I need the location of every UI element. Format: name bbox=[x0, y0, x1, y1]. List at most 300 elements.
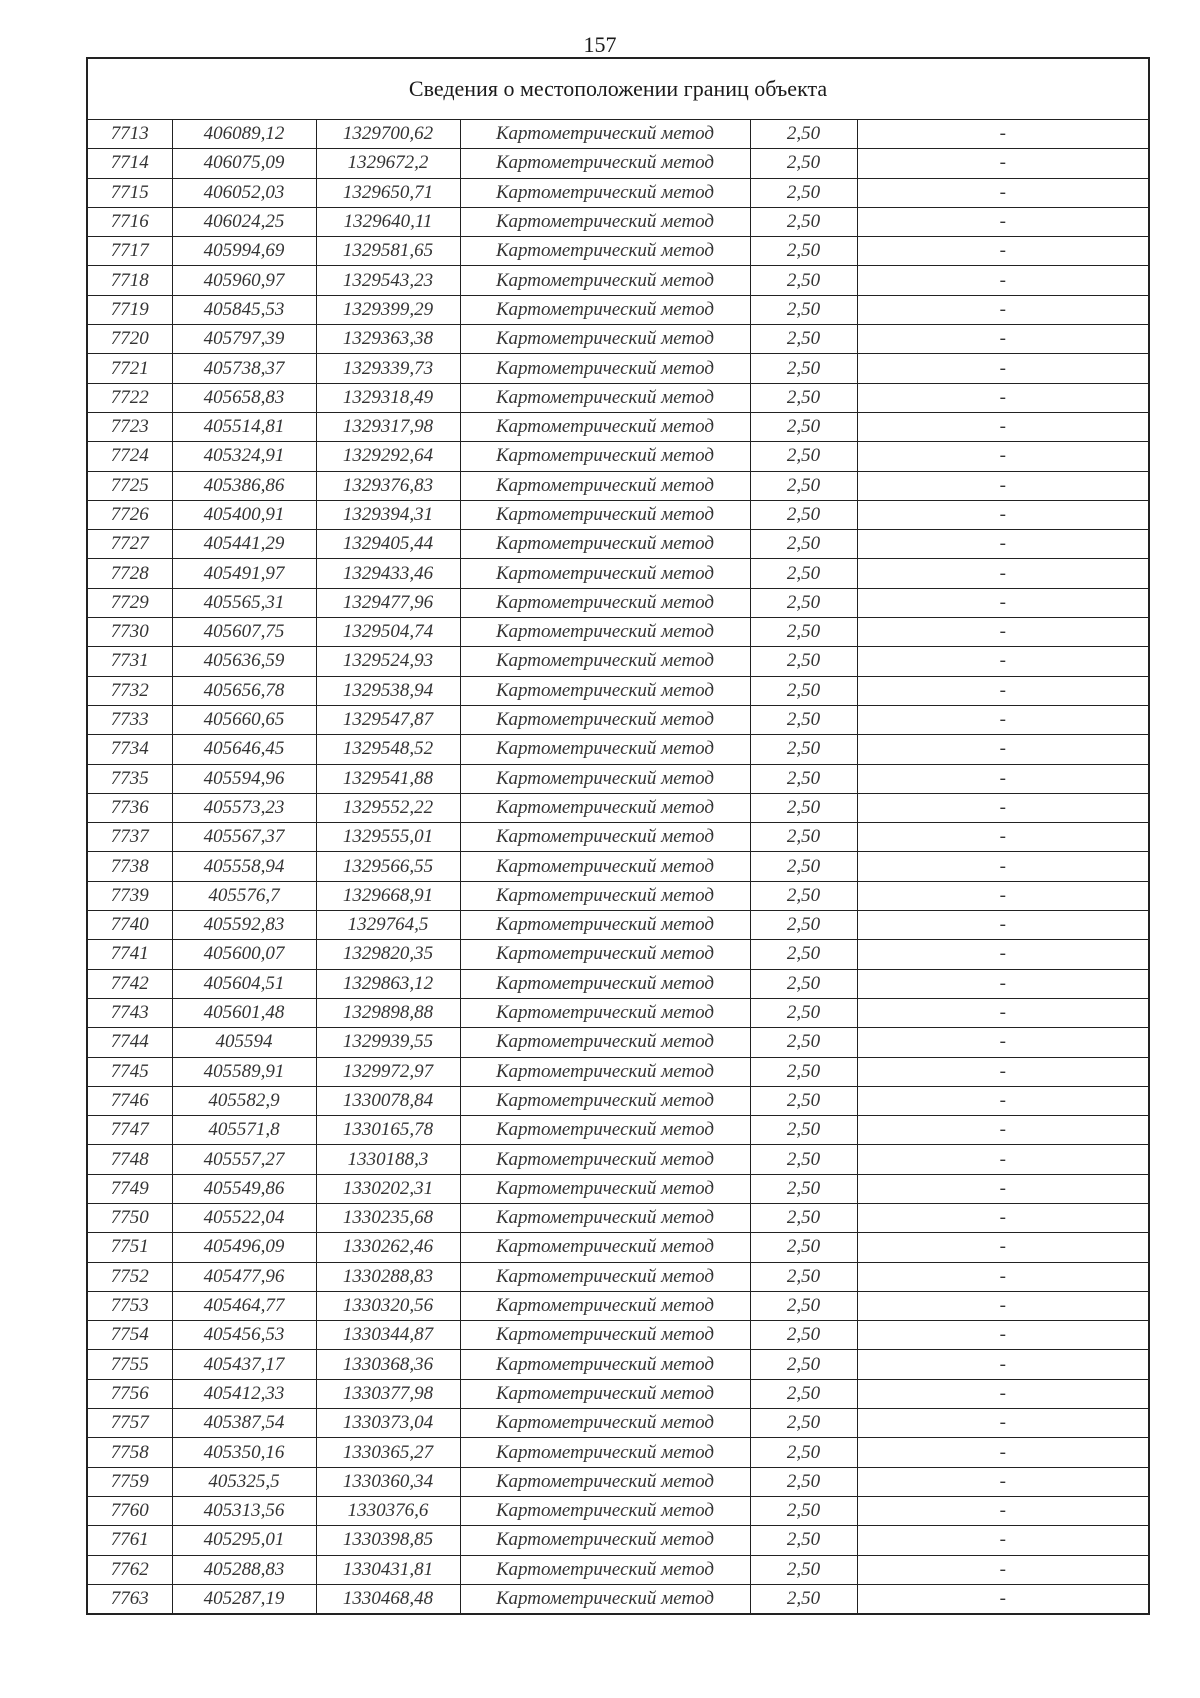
y-coordinate-cell: 1330078,84 bbox=[316, 1086, 460, 1115]
table-title: Сведения о местоположении границ объекта bbox=[87, 58, 1149, 120]
point-number-cell: 7753 bbox=[87, 1291, 172, 1320]
description-cell: - bbox=[857, 207, 1149, 236]
x-coordinate-cell: 405646,45 bbox=[172, 735, 316, 764]
description-cell: - bbox=[857, 823, 1149, 852]
y-coordinate-cell: 1329538,94 bbox=[316, 676, 460, 705]
page-number: 157 bbox=[583, 32, 617, 57]
y-coordinate-cell: 1329547,87 bbox=[316, 705, 460, 734]
point-number-cell: 7719 bbox=[87, 295, 172, 324]
table-title-row bbox=[87, 58, 1149, 120]
table-row bbox=[87, 1379, 1149, 1408]
accuracy-cell: 2,50 bbox=[750, 940, 857, 969]
accuracy-cell: 2,50 bbox=[750, 383, 857, 412]
method-cell: Картометрический метод bbox=[460, 1438, 750, 1467]
y-coordinate-cell: 1330235,68 bbox=[316, 1203, 460, 1232]
point-number-cell: 7735 bbox=[87, 764, 172, 793]
x-coordinate-cell: 405514,81 bbox=[172, 412, 316, 441]
y-coordinate-cell: 1330377,98 bbox=[316, 1379, 460, 1408]
method-cell: Картометрический метод bbox=[460, 1409, 750, 1438]
x-coordinate-cell: 405557,27 bbox=[172, 1145, 316, 1174]
accuracy-cell: 2,50 bbox=[750, 530, 857, 559]
x-coordinate-cell: 405549,86 bbox=[172, 1174, 316, 1203]
table-row bbox=[87, 1262, 1149, 1291]
y-coordinate-cell: 1329820,35 bbox=[316, 940, 460, 969]
accuracy-cell: 2,50 bbox=[750, 676, 857, 705]
x-coordinate-cell: 405456,53 bbox=[172, 1321, 316, 1350]
table-row bbox=[87, 266, 1149, 295]
point-number-cell: 7741 bbox=[87, 940, 172, 969]
x-coordinate-cell: 405660,65 bbox=[172, 705, 316, 734]
table-row bbox=[87, 1233, 1149, 1262]
point-number-cell: 7717 bbox=[87, 237, 172, 266]
x-coordinate-cell: 405589,91 bbox=[172, 1057, 316, 1086]
y-coordinate-cell: 1329939,55 bbox=[316, 1028, 460, 1057]
table-row bbox=[87, 793, 1149, 822]
method-cell: Картометрический метод bbox=[460, 412, 750, 441]
table-row bbox=[87, 237, 1149, 266]
accuracy-cell: 2,50 bbox=[750, 266, 857, 295]
method-cell: Картометрический метод bbox=[460, 940, 750, 969]
point-number-cell: 7714 bbox=[87, 149, 172, 178]
accuracy-cell: 2,50 bbox=[750, 1145, 857, 1174]
point-number-cell: 7750 bbox=[87, 1203, 172, 1232]
description-cell: - bbox=[857, 1233, 1149, 1262]
method-cell: Картометрический метод bbox=[460, 237, 750, 266]
accuracy-cell: 2,50 bbox=[750, 559, 857, 588]
description-cell: - bbox=[857, 266, 1149, 295]
table-row bbox=[87, 325, 1149, 354]
y-coordinate-cell: 1330368,36 bbox=[316, 1350, 460, 1379]
table-row bbox=[87, 1291, 1149, 1320]
point-number-cell: 7757 bbox=[87, 1409, 172, 1438]
table-row bbox=[87, 823, 1149, 852]
description-cell: - bbox=[857, 588, 1149, 617]
table-row bbox=[87, 559, 1149, 588]
point-number-cell: 7730 bbox=[87, 618, 172, 647]
x-coordinate-cell: 406075,09 bbox=[172, 149, 316, 178]
accuracy-cell: 2,50 bbox=[750, 325, 857, 354]
x-coordinate-cell: 405565,31 bbox=[172, 588, 316, 617]
description-cell: - bbox=[857, 120, 1149, 149]
method-cell: Картометрический метод bbox=[460, 1145, 750, 1174]
point-number-cell: 7755 bbox=[87, 1350, 172, 1379]
method-cell: Картометрический метод bbox=[460, 764, 750, 793]
x-coordinate-cell: 405607,75 bbox=[172, 618, 316, 647]
y-coordinate-cell: 1329541,88 bbox=[316, 764, 460, 793]
description-cell: - bbox=[857, 1555, 1149, 1584]
table-row bbox=[87, 530, 1149, 559]
description-cell: - bbox=[857, 1350, 1149, 1379]
accuracy-cell: 2,50 bbox=[750, 911, 857, 940]
y-coordinate-cell: 1330365,27 bbox=[316, 1438, 460, 1467]
method-cell: Картометрический метод bbox=[460, 1291, 750, 1320]
description-cell: - bbox=[857, 852, 1149, 881]
x-coordinate-cell: 405571,8 bbox=[172, 1116, 316, 1145]
method-cell: Картометрический метод bbox=[460, 500, 750, 529]
point-number-cell: 7763 bbox=[87, 1584, 172, 1614]
y-coordinate-cell: 1330262,46 bbox=[316, 1233, 460, 1262]
table-row bbox=[87, 1350, 1149, 1379]
y-coordinate-cell: 1329566,55 bbox=[316, 852, 460, 881]
table-row bbox=[87, 1584, 1149, 1614]
accuracy-cell: 2,50 bbox=[750, 442, 857, 471]
point-number-cell: 7728 bbox=[87, 559, 172, 588]
description-cell: - bbox=[857, 1467, 1149, 1496]
table-row bbox=[87, 412, 1149, 441]
table-row bbox=[87, 1496, 1149, 1525]
table-row bbox=[87, 881, 1149, 910]
x-coordinate-cell: 405994,69 bbox=[172, 237, 316, 266]
point-number-cell: 7724 bbox=[87, 442, 172, 471]
y-coordinate-cell: 1329863,12 bbox=[316, 969, 460, 998]
y-coordinate-cell: 1329405,44 bbox=[316, 530, 460, 559]
point-number-cell: 7746 bbox=[87, 1086, 172, 1115]
point-number-cell: 7713 bbox=[87, 120, 172, 149]
y-coordinate-cell: 1329399,29 bbox=[316, 295, 460, 324]
point-number-cell: 7756 bbox=[87, 1379, 172, 1408]
y-coordinate-cell: 1329640,11 bbox=[316, 207, 460, 236]
table-row bbox=[87, 1174, 1149, 1203]
point-number-cell: 7727 bbox=[87, 530, 172, 559]
table-row bbox=[87, 1409, 1149, 1438]
point-number-cell: 7729 bbox=[87, 588, 172, 617]
method-cell: Картометрический метод bbox=[460, 911, 750, 940]
accuracy-cell: 2,50 bbox=[750, 178, 857, 207]
method-cell: Картометрический метод bbox=[460, 1496, 750, 1525]
y-coordinate-cell: 1329764,5 bbox=[316, 911, 460, 940]
method-cell: Картометрический метод bbox=[460, 1321, 750, 1350]
method-cell: Картометрический метод bbox=[460, 1584, 750, 1614]
point-number-cell: 7760 bbox=[87, 1496, 172, 1525]
accuracy-cell: 2,50 bbox=[750, 1262, 857, 1291]
x-coordinate-cell: 405594,96 bbox=[172, 764, 316, 793]
method-cell: Картометрический метод bbox=[460, 1174, 750, 1203]
x-coordinate-cell: 405496,09 bbox=[172, 1233, 316, 1262]
table-row bbox=[87, 295, 1149, 324]
method-cell: Картометрический метод bbox=[460, 1262, 750, 1291]
x-coordinate-cell: 405567,37 bbox=[172, 823, 316, 852]
point-number-cell: 7747 bbox=[87, 1116, 172, 1145]
y-coordinate-cell: 1330320,56 bbox=[316, 1291, 460, 1320]
method-cell: Картометрический метод bbox=[460, 1379, 750, 1408]
description-cell: - bbox=[857, 1379, 1149, 1408]
method-cell: Картометрический метод bbox=[460, 676, 750, 705]
x-coordinate-cell: 405656,78 bbox=[172, 676, 316, 705]
table-row bbox=[87, 1028, 1149, 1057]
point-number-cell: 7725 bbox=[87, 471, 172, 500]
table-row bbox=[87, 764, 1149, 793]
accuracy-cell: 2,50 bbox=[750, 1174, 857, 1203]
accuracy-cell: 2,50 bbox=[750, 1291, 857, 1320]
accuracy-cell: 2,50 bbox=[750, 1086, 857, 1115]
point-number-cell: 7737 bbox=[87, 823, 172, 852]
description-cell: - bbox=[857, 383, 1149, 412]
description-cell: - bbox=[857, 1057, 1149, 1086]
method-cell: Картометрический метод bbox=[460, 1555, 750, 1584]
table-row bbox=[87, 207, 1149, 236]
description-cell: - bbox=[857, 1409, 1149, 1438]
accuracy-cell: 2,50 bbox=[750, 969, 857, 998]
description-cell: - bbox=[857, 412, 1149, 441]
description-cell: - bbox=[857, 500, 1149, 529]
y-coordinate-cell: 1329376,83 bbox=[316, 471, 460, 500]
point-number-cell: 7736 bbox=[87, 793, 172, 822]
x-coordinate-cell: 405604,51 bbox=[172, 969, 316, 998]
description-cell: - bbox=[857, 676, 1149, 705]
point-number-cell: 7715 bbox=[87, 178, 172, 207]
description-cell: - bbox=[857, 149, 1149, 178]
method-cell: Картометрический метод bbox=[460, 120, 750, 149]
x-coordinate-cell: 405387,54 bbox=[172, 1409, 316, 1438]
accuracy-cell: 2,50 bbox=[750, 735, 857, 764]
method-cell: Картометрический метод bbox=[460, 881, 750, 910]
point-number-cell: 7758 bbox=[87, 1438, 172, 1467]
point-number-cell: 7743 bbox=[87, 998, 172, 1027]
table-row bbox=[87, 911, 1149, 940]
y-coordinate-cell: 1329394,31 bbox=[316, 500, 460, 529]
table-row bbox=[87, 471, 1149, 500]
x-coordinate-cell: 405325,5 bbox=[172, 1467, 316, 1496]
point-number-cell: 7744 bbox=[87, 1028, 172, 1057]
y-coordinate-cell: 1329317,98 bbox=[316, 412, 460, 441]
x-coordinate-cell: 405464,77 bbox=[172, 1291, 316, 1320]
accuracy-cell: 2,50 bbox=[750, 705, 857, 734]
method-cell: Картометрический метод bbox=[460, 1526, 750, 1555]
method-cell: Картометрический метод bbox=[460, 852, 750, 881]
accuracy-cell: 2,50 bbox=[750, 500, 857, 529]
method-cell: Картометрический метод bbox=[460, 178, 750, 207]
point-number-cell: 7718 bbox=[87, 266, 172, 295]
method-cell: Картометрический метод bbox=[460, 295, 750, 324]
y-coordinate-cell: 1329318,49 bbox=[316, 383, 460, 412]
x-coordinate-cell: 405601,48 bbox=[172, 998, 316, 1027]
table-row bbox=[87, 1467, 1149, 1496]
y-coordinate-cell: 1330360,34 bbox=[316, 1467, 460, 1496]
method-cell: Картометрический метод bbox=[460, 266, 750, 295]
point-number-cell: 7762 bbox=[87, 1555, 172, 1584]
accuracy-cell: 2,50 bbox=[750, 647, 857, 676]
description-cell: - bbox=[857, 1145, 1149, 1174]
method-cell: Картометрический метод bbox=[460, 442, 750, 471]
x-coordinate-cell: 405558,94 bbox=[172, 852, 316, 881]
description-cell: - bbox=[857, 911, 1149, 940]
table-row bbox=[87, 735, 1149, 764]
description-cell: - bbox=[857, 735, 1149, 764]
table-row bbox=[87, 178, 1149, 207]
y-coordinate-cell: 1330165,78 bbox=[316, 1116, 460, 1145]
method-cell: Картометрический метод bbox=[460, 149, 750, 178]
description-cell: - bbox=[857, 1028, 1149, 1057]
x-coordinate-cell: 405573,23 bbox=[172, 793, 316, 822]
method-cell: Картометрический метод bbox=[460, 1028, 750, 1057]
point-number-cell: 7751 bbox=[87, 1233, 172, 1262]
x-coordinate-cell: 405350,16 bbox=[172, 1438, 316, 1467]
x-coordinate-cell: 405845,53 bbox=[172, 295, 316, 324]
accuracy-cell: 2,50 bbox=[750, 852, 857, 881]
description-cell: - bbox=[857, 1291, 1149, 1320]
point-number-cell: 7740 bbox=[87, 911, 172, 940]
method-cell: Картометрический метод bbox=[460, 618, 750, 647]
description-cell: - bbox=[857, 442, 1149, 471]
y-coordinate-cell: 1329972,97 bbox=[316, 1057, 460, 1086]
accuracy-cell: 2,50 bbox=[750, 1203, 857, 1232]
description-cell: - bbox=[857, 471, 1149, 500]
y-coordinate-cell: 1329543,23 bbox=[316, 266, 460, 295]
accuracy-cell: 2,50 bbox=[750, 1438, 857, 1467]
table-row bbox=[87, 442, 1149, 471]
x-coordinate-cell: 405491,97 bbox=[172, 559, 316, 588]
accuracy-cell: 2,50 bbox=[750, 149, 857, 178]
y-coordinate-cell: 1330288,83 bbox=[316, 1262, 460, 1291]
method-cell: Картометрический метод bbox=[460, 647, 750, 676]
x-coordinate-cell: 405386,86 bbox=[172, 471, 316, 500]
method-cell: Картометрический метод bbox=[460, 1233, 750, 1262]
accuracy-cell: 2,50 bbox=[750, 764, 857, 793]
description-cell: - bbox=[857, 1262, 1149, 1291]
accuracy-cell: 2,50 bbox=[750, 823, 857, 852]
point-number-cell: 7752 bbox=[87, 1262, 172, 1291]
y-coordinate-cell: 1330431,81 bbox=[316, 1555, 460, 1584]
y-coordinate-cell: 1329433,46 bbox=[316, 559, 460, 588]
x-coordinate-cell: 405324,91 bbox=[172, 442, 316, 471]
y-coordinate-cell: 1329504,74 bbox=[316, 618, 460, 647]
x-coordinate-cell: 405288,83 bbox=[172, 1555, 316, 1584]
description-cell: - bbox=[857, 764, 1149, 793]
accuracy-cell: 2,50 bbox=[750, 1321, 857, 1350]
method-cell: Картометрический метод bbox=[460, 793, 750, 822]
point-number-cell: 7742 bbox=[87, 969, 172, 998]
accuracy-cell: 2,50 bbox=[750, 881, 857, 910]
accuracy-cell: 2,50 bbox=[750, 1526, 857, 1555]
table-row bbox=[87, 647, 1149, 676]
table-row bbox=[87, 354, 1149, 383]
boundary-table bbox=[86, 57, 1150, 1615]
method-cell: Картометрический метод bbox=[460, 823, 750, 852]
y-coordinate-cell: 1330468,48 bbox=[316, 1584, 460, 1614]
x-coordinate-cell: 405594 bbox=[172, 1028, 316, 1057]
description-cell: - bbox=[857, 705, 1149, 734]
y-coordinate-cell: 1330376,6 bbox=[316, 1496, 460, 1525]
x-coordinate-cell: 405295,01 bbox=[172, 1526, 316, 1555]
table-row bbox=[87, 676, 1149, 705]
point-number-cell: 7761 bbox=[87, 1526, 172, 1555]
accuracy-cell: 2,50 bbox=[750, 1116, 857, 1145]
y-coordinate-cell: 1329672,2 bbox=[316, 149, 460, 178]
x-coordinate-cell: 405582,9 bbox=[172, 1086, 316, 1115]
method-cell: Картометрический метод bbox=[460, 354, 750, 383]
description-cell: - bbox=[857, 998, 1149, 1027]
description-cell: - bbox=[857, 1438, 1149, 1467]
description-cell: - bbox=[857, 618, 1149, 647]
method-cell: Картометрический метод bbox=[460, 530, 750, 559]
point-number-cell: 7745 bbox=[87, 1057, 172, 1086]
accuracy-cell: 2,50 bbox=[750, 354, 857, 383]
accuracy-cell: 2,50 bbox=[750, 412, 857, 441]
x-coordinate-cell: 406024,25 bbox=[172, 207, 316, 236]
method-cell: Картометрический метод bbox=[460, 588, 750, 617]
point-number-cell: 7754 bbox=[87, 1321, 172, 1350]
table-row bbox=[87, 1321, 1149, 1350]
accuracy-cell: 2,50 bbox=[750, 1379, 857, 1408]
table-row bbox=[87, 383, 1149, 412]
description-cell: - bbox=[857, 881, 1149, 910]
table-row bbox=[87, 1555, 1149, 1584]
accuracy-cell: 2,50 bbox=[750, 1496, 857, 1525]
x-coordinate-cell: 405658,83 bbox=[172, 383, 316, 412]
point-number-cell: 7759 bbox=[87, 1467, 172, 1496]
point-number-cell: 7720 bbox=[87, 325, 172, 354]
table-row bbox=[87, 969, 1149, 998]
x-coordinate-cell: 405797,39 bbox=[172, 325, 316, 354]
table-row bbox=[87, 852, 1149, 881]
point-number-cell: 7732 bbox=[87, 676, 172, 705]
point-number-cell: 7723 bbox=[87, 412, 172, 441]
description-cell: - bbox=[857, 354, 1149, 383]
description-cell: - bbox=[857, 1321, 1149, 1350]
accuracy-cell: 2,50 bbox=[750, 588, 857, 617]
point-number-cell: 7721 bbox=[87, 354, 172, 383]
x-coordinate-cell: 405960,97 bbox=[172, 266, 316, 295]
x-coordinate-cell: 405400,91 bbox=[172, 500, 316, 529]
x-coordinate-cell: 405636,59 bbox=[172, 647, 316, 676]
method-cell: Картометрический метод bbox=[460, 1116, 750, 1145]
method-cell: Картометрический метод bbox=[460, 969, 750, 998]
accuracy-cell: 2,50 bbox=[750, 120, 857, 149]
table-row bbox=[87, 1057, 1149, 1086]
description-cell: - bbox=[857, 1526, 1149, 1555]
accuracy-cell: 2,50 bbox=[750, 618, 857, 647]
y-coordinate-cell: 1329668,91 bbox=[316, 881, 460, 910]
method-cell: Картометрический метод bbox=[460, 1057, 750, 1086]
y-coordinate-cell: 1329292,64 bbox=[316, 442, 460, 471]
table-row bbox=[87, 120, 1149, 149]
point-number-cell: 7749 bbox=[87, 1174, 172, 1203]
table-row bbox=[87, 149, 1149, 178]
table-row bbox=[87, 998, 1149, 1027]
description-cell: - bbox=[857, 559, 1149, 588]
description-cell: - bbox=[857, 647, 1149, 676]
accuracy-cell: 2,50 bbox=[750, 1584, 857, 1614]
table-row bbox=[87, 1526, 1149, 1555]
accuracy-cell: 2,50 bbox=[750, 1409, 857, 1438]
x-coordinate-cell: 405477,96 bbox=[172, 1262, 316, 1291]
accuracy-cell: 2,50 bbox=[750, 998, 857, 1027]
accuracy-cell: 2,50 bbox=[750, 1028, 857, 1057]
description-cell: - bbox=[857, 969, 1149, 998]
accuracy-cell: 2,50 bbox=[750, 1057, 857, 1086]
table-row bbox=[87, 705, 1149, 734]
point-number-cell: 7733 bbox=[87, 705, 172, 734]
accuracy-cell: 2,50 bbox=[750, 1233, 857, 1262]
method-cell: Картометрический метод bbox=[460, 1086, 750, 1115]
table-row bbox=[87, 1145, 1149, 1174]
description-cell: - bbox=[857, 178, 1149, 207]
description-cell: - bbox=[857, 940, 1149, 969]
y-coordinate-cell: 1329700,62 bbox=[316, 120, 460, 149]
x-coordinate-cell: 405412,33 bbox=[172, 1379, 316, 1408]
accuracy-cell: 2,50 bbox=[750, 1467, 857, 1496]
method-cell: Картометрический метод bbox=[460, 325, 750, 354]
x-coordinate-cell: 405437,17 bbox=[172, 1350, 316, 1379]
y-coordinate-cell: 1329477,96 bbox=[316, 588, 460, 617]
method-cell: Картометрический метод bbox=[460, 207, 750, 236]
description-cell: - bbox=[857, 1584, 1149, 1614]
description-cell: - bbox=[857, 237, 1149, 266]
point-number-cell: 7734 bbox=[87, 735, 172, 764]
accuracy-cell: 2,50 bbox=[750, 1350, 857, 1379]
table-row bbox=[87, 1438, 1149, 1467]
x-coordinate-cell: 405313,56 bbox=[172, 1496, 316, 1525]
